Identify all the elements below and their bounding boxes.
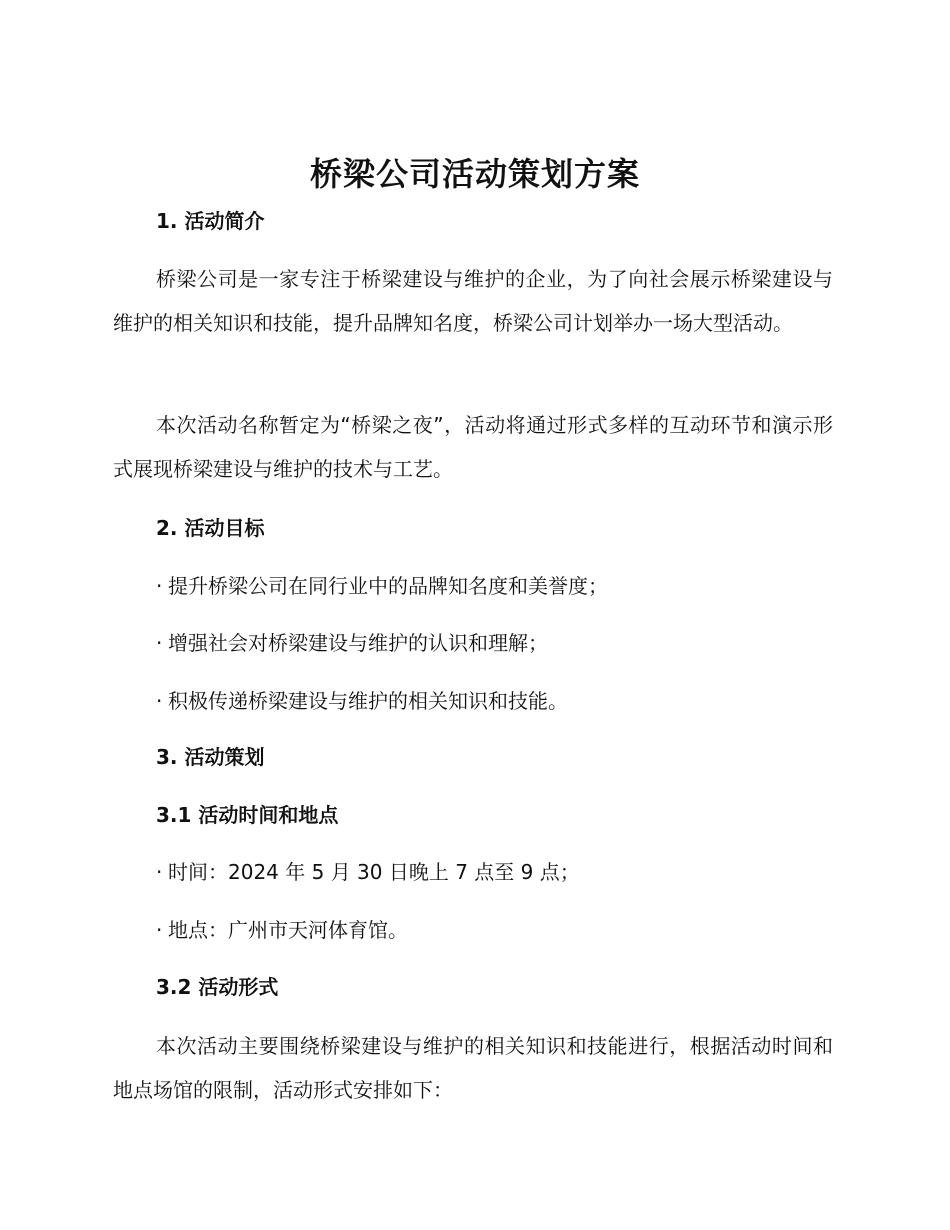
bullet-icon: ·	[156, 918, 163, 942]
intro-paragraph-2: 本次活动名称暂定为“桥梁之夜”，活动将通过形式多样的互动环节和演示形式展现桥梁建设与维护的技术与工艺。	[113, 413, 833, 481]
place-item-text: 地点：广州市天河体育馆。	[168, 918, 408, 942]
subsection-heading-format: 3.2 活动形式	[156, 975, 279, 999]
list-item	[156, 686, 568, 716]
document-title: 桥梁公司活动策划方案	[309, 155, 640, 193]
section-heading-goals: 2. 活动目标	[156, 516, 265, 540]
list-item	[156, 915, 408, 945]
goal-item-text: 提升桥梁公司在同行业中的品牌知名度和美誉度；	[168, 574, 608, 598]
section-heading-planning: 3. 活动策划	[156, 745, 265, 769]
goal-item-text: 积极传递桥梁建设与维护的相关知识和技能。	[168, 689, 568, 713]
time-item-text: 时间：2024 年 5 月 30 日晚上 7 点至 9 点；	[168, 860, 580, 884]
goal-item-text: 增强社会对桥梁建设与维护的认识和理解；	[168, 631, 548, 655]
list-item	[156, 628, 548, 658]
list-item	[156, 571, 608, 601]
section-heading-intro: 1. 活动简介	[156, 209, 265, 233]
format-paragraph-1: 本次活动主要围绕桥梁建设与维护的相关知识和技能进行，根据活动时间和地点场馆的限制，活动形式安排如下：	[113, 1034, 833, 1102]
list-item	[156, 857, 580, 887]
bullet-icon: ·	[156, 860, 163, 884]
bullet-icon: ·	[156, 631, 163, 655]
bullet-icon: ·	[156, 574, 163, 598]
bullet-icon: ·	[156, 689, 163, 713]
intro-paragraph-1: 桥梁公司是一家专注于桥梁建设与维护的企业，为了向社会展示桥梁建设与维护的相关知识和技能，提升品牌知名度，桥梁公司计划举办一场大型活动。	[113, 267, 833, 335]
subsection-heading-time-place: 3.1 活动时间和地点	[156, 803, 339, 827]
